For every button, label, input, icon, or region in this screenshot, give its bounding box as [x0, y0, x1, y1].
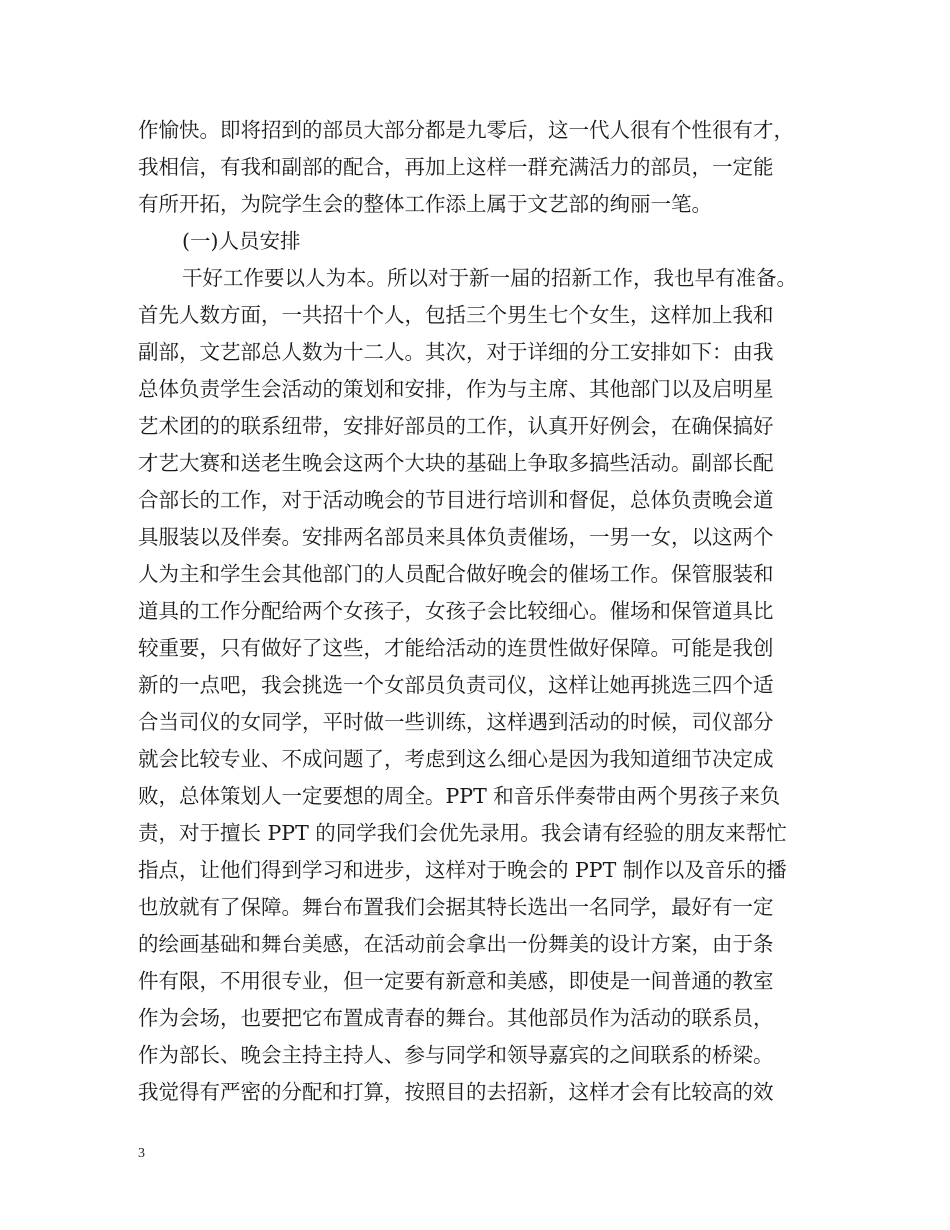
body-text	[138, 112, 818, 1111]
text-line: 也放就有了保障。舞台布置我们会据其特长选出一名同学，最好有一定	[138, 895, 774, 919]
text-line: 干好工作要以人为本。所以对于新一届的招新工作，我也早有准备。	[182, 266, 797, 290]
text-line: 较重要，只有做好了这些，才能给活动的连贯性做好保障。可能是我创	[138, 636, 774, 660]
text-line: 合当司仪的女同学，平时做一些训练，这样遇到活动的时候，司仪部分	[138, 710, 774, 734]
text-line: 才艺大赛和送老生晚会这两个大块的基础上争取多搞些活动。副部长配	[138, 451, 774, 475]
text-line: 副部，文艺部总人数为十二人。其次，对于详细的分工安排如下：由我	[138, 340, 774, 364]
text-line: 道具的工作分配给两个女孩子，女孩子会比较细心。催场和保管道具比	[138, 599, 774, 623]
text-line: 具服装以及伴奏。安排两名部员来具体负责催场，一男一女，以这两个	[138, 525, 774, 549]
text-line: 首先人数方面，一共招十个人，包括三个男生七个女生，这样加上我和	[138, 303, 774, 327]
text-line: 作为会场，也要把它布置成青春的舞台。其他部员作为活动的联系员，	[138, 1006, 774, 1030]
text-line: 合部长的工作，对于活动晚会的节目进行培训和督促，总体负责晚会道	[138, 488, 774, 512]
text-line: 我觉得有严密的分配和打算，按照目的去招新，这样才会有比较高的效	[138, 1080, 774, 1104]
text-line: 就会比较专业、不成问题了，考虑到这么细心是因为我知道细节决定成	[138, 747, 774, 771]
text-line: 人为主和学生会其他部门的人员配合做好晚会的催场工作。保管服装和	[138, 562, 774, 586]
page-number: 3	[138, 1146, 145, 1161]
text-line: 艺术团的的联系纽带，安排好部员的工作，认真开好例会，在确保搞好	[138, 414, 774, 438]
text-line: (一)人员安排	[182, 229, 301, 253]
text-line: 责，对于擅长 PPT 的同学我们会优先录用。我会请有经验的朋友来帮忙	[138, 821, 787, 845]
text-line: 我相信，有我和副部的配合，再加上这样一群充满活力的部员，一定能	[138, 155, 774, 179]
text-line: 的绘画基础和舞台美感，在活动前会拿出一份舞美的设计方案，由于条	[138, 932, 774, 956]
text-line: 指点，让他们得到学习和进步，这样对于晚会的 PPT 制作以及音乐的播	[138, 858, 787, 882]
text-line: 总体负责学生会活动的策划和安排，作为与主席、其他部门以及启明星	[138, 377, 774, 401]
text-line: 败，总体策划人一定要想的周全。PPT 和音乐伴奏带由两个男孩子来负	[138, 784, 781, 808]
text-line: 有所开拓，为院学生会的整体工作添上属于文艺部的绚丽一笔。	[138, 192, 712, 216]
text-line: 作为部长、晚会主持主持人、参与同学和领导嘉宾的之间联系的桥梁。	[138, 1043, 774, 1067]
text-line: 新的一点吧，我会挑选一个女部员负责司仪，这样让她再挑选三四个适	[138, 673, 774, 697]
text-line: 件有限，不用很专业，但一定要有新意和美感，即使是一间普通的教室	[138, 969, 774, 993]
text-line: 作愉快。即将招到的部员大部分都是九零后，这一代人很有个性很有才，	[138, 118, 794, 142]
